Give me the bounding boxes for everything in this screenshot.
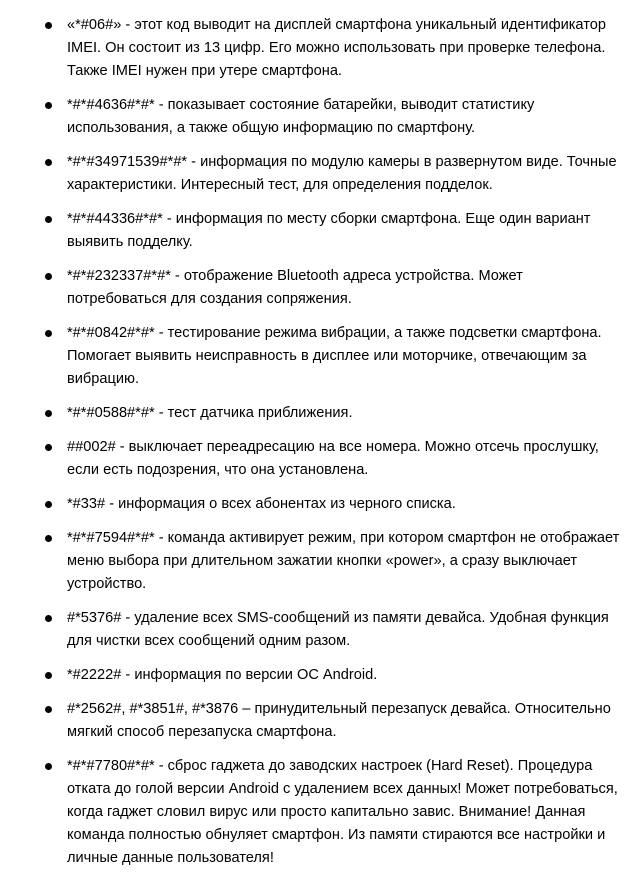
list-item-text: *#*#0842#*#* - тестирование режима вибрации, а также подсветки смартфона. Помогает выявить неисправность в дисплее или моторчике, отвечающим за вибрацию. [67, 325, 602, 387]
list-item-text: *#*#7780#*#* - сброс гаджета до заводских настроек (Hard Reset). Процедура отката до голой версии Android с удалением всех данных! Может потребоваться, когда гаджет словил вирус или просто капитально завис. Внимание! Данная команда полностью обнуляет смартфон. Из памяти стираются все настройки и личные данные пользователя! [67, 758, 618, 866]
list-item [0, 527, 638, 596]
list-item-text: *#*#34971539#*#* - информация по модулю камеры в развернутом виде. Точные характеристики. Интересный тест, для определения подделок. [67, 154, 617, 193]
list-item [0, 607, 638, 653]
bullet-icon [45, 763, 52, 770]
bullet-icon [45, 273, 52, 280]
code-list [0, 14, 638, 881]
list-item-text: *#33# - информация о всех абонентах из черного списка. [67, 496, 456, 512]
list-item [0, 14, 638, 83]
list-item-text: «*#06#» - этот код выводит на дисплей смартфона уникальный идентификатор IMEI. Он состоит из 13 цифр. Его можно использовать при проверке телефона. Также IMEI нужен при утере смартфона. [67, 17, 606, 79]
bullet-icon [45, 216, 52, 223]
list-item-text: *#*#44336#*#* - информация по месту сборки смартфона. Еще один вариант выявить подделку. [67, 211, 591, 250]
list-item [0, 265, 638, 311]
bullet-icon [45, 102, 52, 109]
bullet-icon [45, 159, 52, 166]
list-item [0, 698, 638, 744]
list-item-text: #*5376# - удаление всех SMS-сообщений из памяти девайса. Удобная функция для чистки всех сообщений одним разом. [67, 610, 609, 649]
list-item [0, 322, 638, 391]
list-item [0, 208, 638, 254]
bullet-icon [45, 330, 52, 337]
bullet-icon [45, 444, 52, 451]
list-item-text: *#*#0588#*#* - тест датчика приближения. [67, 405, 353, 421]
bullet-icon [45, 615, 52, 622]
list-item [0, 493, 638, 516]
list-item-text: *#*#232337#*#* - отображение Bluetooth адреса устройства. Может потребоваться для создания сопряжения. [67, 268, 523, 307]
list-item-text: *#2222# - информация по версии ОС Android. [67, 667, 378, 683]
list-item-text: *#*#4636#*#* - показывает состояние батарейки, выводит статистику использования, а также общую информацию по смартфону. [67, 97, 535, 136]
list-item [0, 151, 638, 197]
bullet-icon [45, 22, 52, 29]
list-item-text: #*2562#, #*3851#, #*3876 – принудительный перезапуск девайса. Относительно мягкий способ перезапуска смартфона. [67, 701, 611, 740]
list-item [0, 436, 638, 482]
bullet-icon [45, 535, 52, 542]
bullet-icon [45, 501, 52, 508]
list-item [0, 94, 638, 140]
bullet-icon [45, 410, 52, 417]
bullet-icon [45, 672, 52, 679]
list-item-text: ##002# - выключает переадресацию на все номера. Можно отсечь прослушку, если есть подозрения, что она установлена. [67, 439, 599, 478]
list-item [0, 755, 638, 870]
list-item [0, 402, 638, 425]
list-item-text: *#*#7594#*#* - команда активирует режим, при котором смартфон не отображает меню выбора при длительном зажатии кнопки «power», а сразу выключает устройство. [67, 530, 620, 592]
bullet-icon [45, 706, 52, 713]
list-item [0, 664, 638, 687]
